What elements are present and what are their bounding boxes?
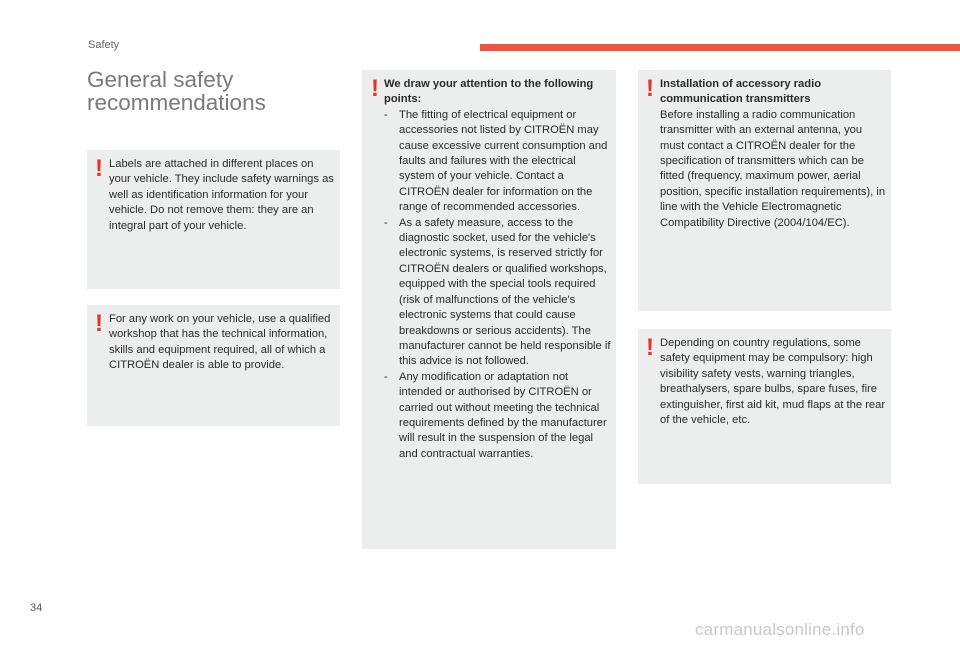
page-number: 34 bbox=[30, 602, 43, 614]
list-item: - As a safety measure, access to the diagnostic socket, used for the vehicle's electronic systems, is reserved strictly for CITROËN dealers or qualified workshops, equipped with the special tools required (risk of malfunctions of the vehicle's electronic systems that could cause breakdowns or serious accidents). The manufacturer cannot be held responsible if this advice is not followed. bbox=[384, 216, 614, 370]
section-label: Safety bbox=[88, 39, 120, 51]
attention-heading: We draw your attention to the following points: bbox=[384, 78, 594, 106]
warning-box-radio bbox=[638, 70, 891, 311]
warning-box-labels bbox=[87, 150, 340, 289]
attention-content bbox=[384, 77, 614, 462]
list-item: - Any modification or adaptation not intended or authorised by CITROËN or carried out without meeting the technical requirements defined by the manufacturer will result in the suspension of the legal and contractual warranties. bbox=[384, 370, 614, 462]
labels-warning-text: Labels are attached in different places on your vehicle. They include safety warnings as well as identification information for your vehicle. Do not remove them: they are an integral part of your vehicle. bbox=[109, 158, 334, 232]
equipment-warning-text: Depending on country regulations, some safety equipment may be compulsory: high visibility safety vests, warning triangles, breathalysers, spare bulbs, spare fuses, fire extinguisher, first aid kit, mud flaps at the rear of the vehicle, etc. bbox=[660, 337, 886, 427]
warning-box-workshop bbox=[87, 305, 340, 426]
page-title-line1: General safety bbox=[87, 67, 234, 92]
warning-icon: ! bbox=[646, 75, 654, 102]
workshop-warning-text: For any work on your vehicle, use a qualified workshop that has the technical information, skills and equipment required, all of which a CITROËN dealer is able to provide. bbox=[109, 313, 331, 372]
page-title-line2: recommendations bbox=[87, 90, 266, 115]
page-title bbox=[87, 68, 266, 114]
warning-icon: ! bbox=[371, 75, 379, 102]
warning-icon: ! bbox=[95, 310, 103, 337]
list-item: - The fitting of electrical equipment or accessories not listed by CITROËN may cause excessive current consumption and faults and failures with the electrical system of your vehicle. Contact a CITROËN dealer for information on the range of recommended accessories. bbox=[384, 108, 614, 216]
radio-heading: Installation of accessory radio communication transmitters bbox=[660, 78, 822, 106]
warning-box-equipment bbox=[638, 329, 891, 484]
section-accent-bar bbox=[480, 44, 960, 51]
warning-box-attention bbox=[362, 70, 616, 549]
watermark: carmanualsonline.info bbox=[695, 620, 865, 639]
warning-icon: ! bbox=[646, 334, 654, 361]
warning-icon: ! bbox=[95, 155, 103, 182]
attention-list bbox=[384, 108, 614, 462]
radio-content bbox=[660, 77, 888, 231]
radio-text: Before installing a radio communication transmitter with an external antenna, you must contact a CITROËN dealer for the specification of transmitters which can be fitted (frequency, maximum power, aerial position, specific installation requirements), in line with the Vehicle Electromagnetic Compatibility Directive (2004/104/EC). bbox=[660, 108, 886, 229]
